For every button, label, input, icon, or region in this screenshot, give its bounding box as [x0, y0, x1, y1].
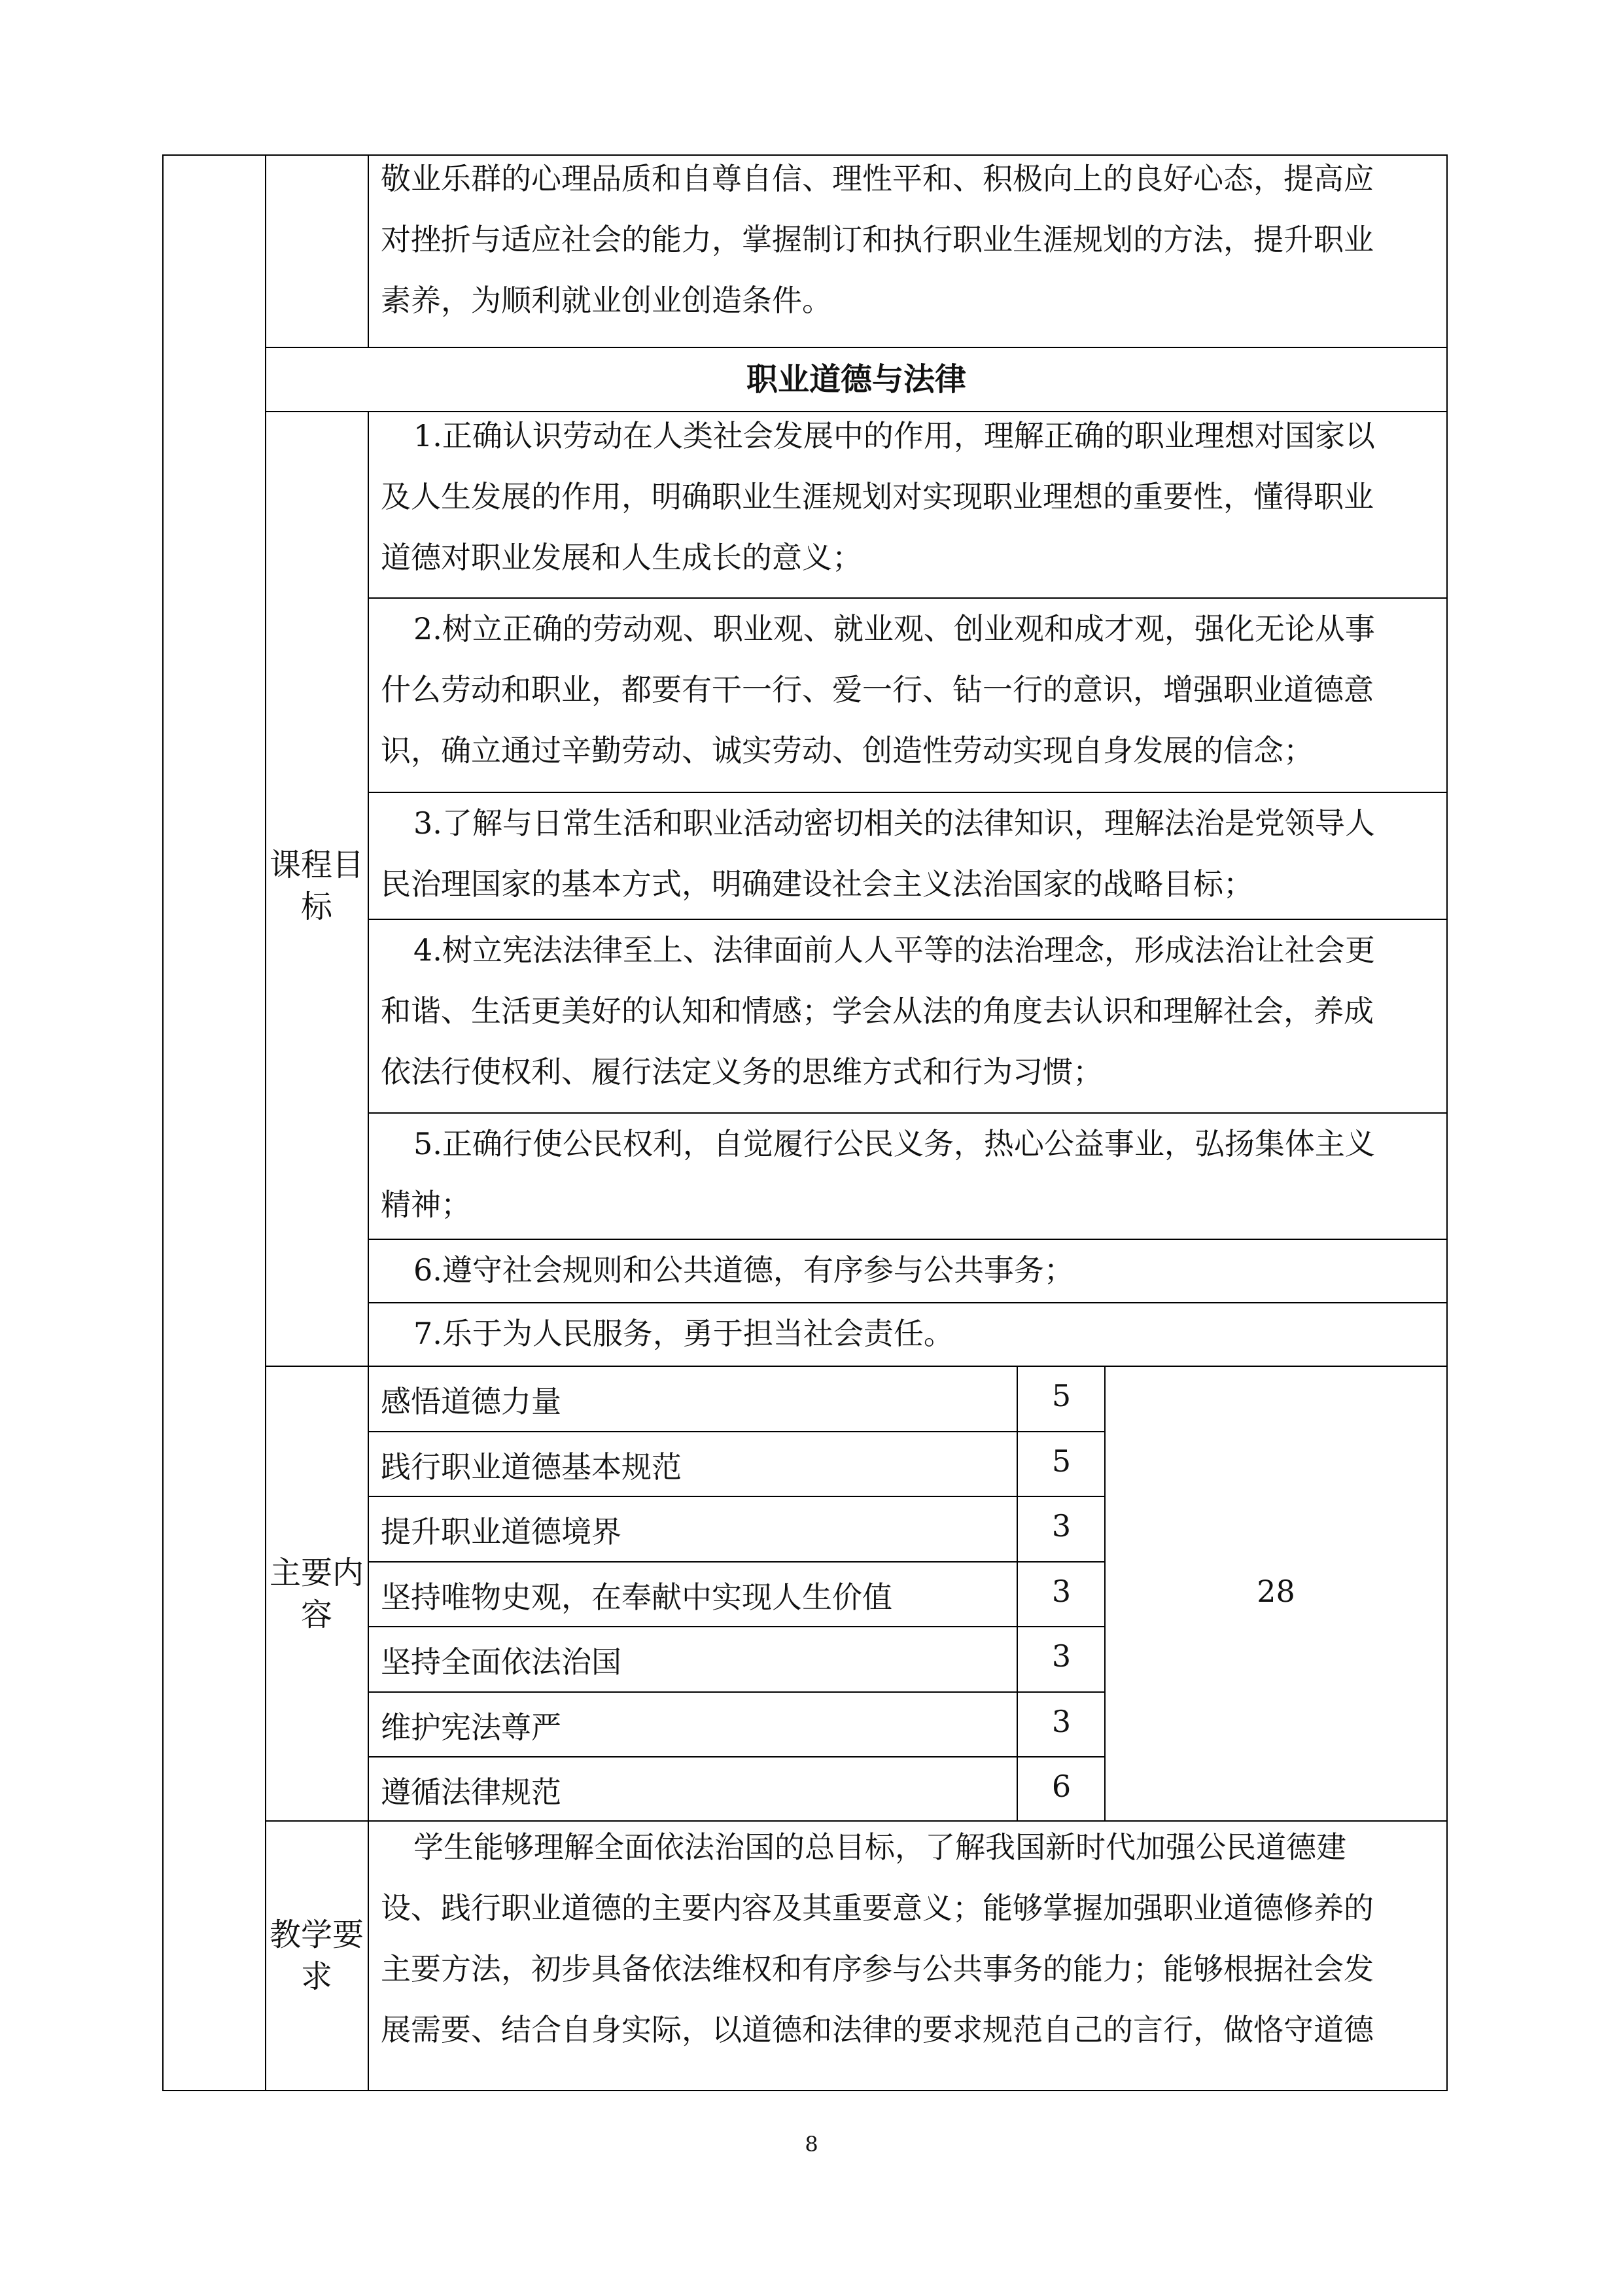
objectives-label: 课程目标: [270, 847, 364, 925]
objective-4-line: 依法行使权利、履行法定义务的思维方式和行为习惯；: [381, 1054, 1103, 1089]
objective-2-line: 2.树立正确的劳动观、职业观、就业观、创业观和成才观，强化无论从事: [413, 611, 1375, 646]
objective-2-line: 识，确立通过辛勤劳动、诚实劳动、创造性劳动实现自身发展的信念；: [381, 733, 1314, 768]
content-hours: 6: [1051, 1769, 1072, 1804]
content-total-hours: 28: [1257, 1574, 1295, 1609]
objective-1-line: 1.正确认识劳动在人类社会发展中的作用，理解正确的职业理想对国家以: [413, 418, 1375, 453]
content-row-divider: [368, 1691, 1106, 1693]
content-topic: 践行职业道德基本规范: [381, 1449, 682, 1485]
label-column-border-bottom: [368, 411, 369, 2091]
content-row-divider: [368, 1626, 1106, 1627]
course-title: 职业道德与法律: [746, 361, 966, 398]
continued-line: 素养，为顺利就业创业创造条件。: [381, 283, 832, 318]
requirements-label: 教学要求: [270, 1916, 364, 1995]
continued-line: 敬业乐群的心理品质和自尊自信、理性平和、积极向上的良好心态，提高应: [381, 161, 1374, 196]
table-right-border: [1446, 154, 1448, 2091]
title-row-top: [265, 347, 1448, 348]
content-topic: 遵循法律规范: [381, 1775, 561, 1810]
requirements-line: 展需要、结合自身实际，以道德和法律的要求规范自己的言行，做恪守道德: [381, 2012, 1374, 2047]
content-topic: 提升职业道德境界: [381, 1514, 621, 1549]
table-left-border: [162, 154, 164, 2091]
requirements-line: 主要方法，初步具备依法维权和有序参与公共事务的能力；能够根据社会发: [381, 1951, 1374, 1987]
content-row-divider: [368, 1756, 1106, 1757]
continued-line: 对挫折与适应社会的能力，掌握制订和执行职业生涯规划的方法，提升职业: [381, 222, 1374, 257]
content-topic: 维护宪法尊严: [381, 1710, 561, 1745]
content-hours: 5: [1051, 1378, 1072, 1413]
objective-6-line: 6.遵守社会规则和公共道德，有序参与公共事务；: [413, 1252, 1074, 1288]
objective-3-line: 3.了解与日常生活和职业活动密切相关的法律知识，理解法治是党领导人: [413, 805, 1375, 841]
requirements-line: 学生能够理解全面依法治国的总目标，了解我国新时代加强公民道德建: [413, 1829, 1346, 1865]
content-hours: 5: [1051, 1443, 1072, 1479]
content-hours: 3: [1051, 1574, 1072, 1609]
page-number: 8: [805, 2132, 818, 2157]
content-hours: 3: [1051, 1508, 1072, 1544]
objective-3-line: 民治理国家的基本方式，明确建设社会主义法治国家的战略目标；: [381, 866, 1253, 902]
objective-7-line: 7.乐于为人民服务，勇于担当社会责任。: [413, 1316, 954, 1351]
content-row-divider: [368, 1496, 1106, 1497]
label-column-border-top: [368, 154, 369, 348]
table-bottom-border: [162, 2090, 1448, 2091]
objective-4-line: 4.树立宪法法律至上、法律面前人人平等的法治理念，形成法治让社会更: [413, 932, 1375, 968]
content-label: 主要内容: [270, 1555, 364, 1633]
content-row-divider: [368, 1561, 1106, 1563]
objective-5-line: 精神；: [381, 1187, 471, 1222]
content-hours: 3: [1051, 1638, 1072, 1674]
objective-1-line: 道德对职业发展和人生成长的意义；: [381, 540, 862, 575]
content-topic: 坚持全面依法治国: [381, 1644, 621, 1680]
content-topic: 感悟道德力量: [381, 1384, 561, 1419]
objective-4-line: 和谐、生活更美好的认知和情感；学会从法的角度去认识和理解社会，养成: [381, 993, 1374, 1029]
requirements-line: 设、践行职业道德的主要内容及其重要意义；能够掌握加强职业道德修养的: [381, 1890, 1374, 1926]
content-row-divider: [368, 1431, 1106, 1432]
objectives-bottom: [265, 1366, 1448, 1367]
content-topic: 坚持唯物史观，在奉献中实现人生价值: [381, 1580, 892, 1615]
objective-1-line: 及人生发展的作用，明确职业生涯规划对实现职业理想的重要性，懂得职业: [381, 479, 1374, 514]
objective-2-line: 什么劳动和职业，都要有干一行、爱一行、钻一行的意识，增强职业道德意: [381, 672, 1374, 707]
table-col1-border: [265, 154, 266, 2091]
objective-5-line: 5.正确行使公民权利，自觉履行公民义务，热心公益事业，弘扬集体主义: [413, 1126, 1375, 1161]
content-hours: 3: [1051, 1704, 1072, 1739]
